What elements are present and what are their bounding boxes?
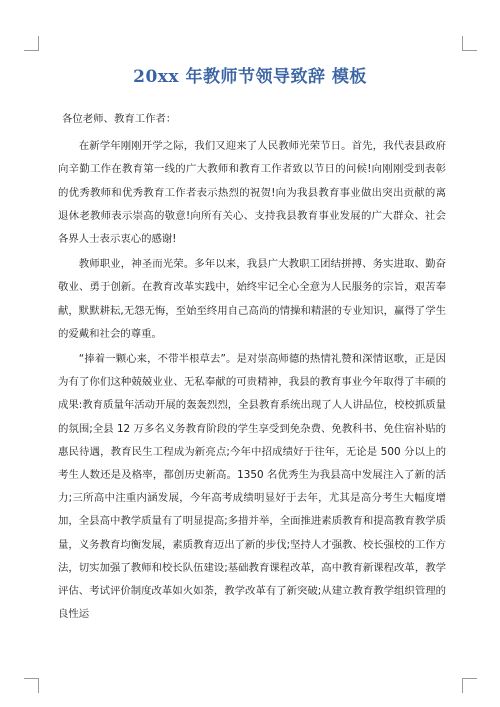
crop-mark-bottom-right	[462, 678, 477, 693]
greeting-line: 各位老师、教育工作者：	[62, 113, 177, 125]
paragraph: 在新学年刚刚开学之际，我们又迎来了人民教师光荣节日。首先，我代表县政府向辛勤工作在教育第一线的广大教师和教育工作者致以节日的问候!向刚刚受到表彰的优秀教师和优秀教育工作者表示热烈的祝贺!向为我县教育事业做出突出贡献的离退休老教师表示崇高的敬意!向所有关心、支持我县教育事业发展的广大群众、社会各界人士表示衷心的感谢!	[58, 140, 446, 246]
paragraph: “捧着一颗心来，不带半根草去”。是对崇高师德的热情礼赞和深情讴歌，正是因为有了你们这种兢兢业业、无私奉献的可贵精神，我县的教育事业今年取得了丰硕的成果:教育质量年活动开展的轰轰烈烈，全县教育系统出现了人人讲品位，校校抓质量的氛围;全县 12 万多名义务教育阶段的学生享受到免杂费、免教科书、免住宿补贴的惠民待遇，教育民生工程成为新亮点;今年中招成绩好于往年，无论是 500 分以上的考生人数还是及格率，都创历史新高。1350 名优秀生为我县高中发展注入了新的活力;三所高中注重内涵发展，今年高考成绩明显好于去年，尤其是高分考生大幅度增加，全县高中教学质量有了明显提高;多措并举，全面推进素质教育和提高教育教学质量，义务教育均衡发展，素质教育迈出了新的步伐;坚持人才强教、校长强校的工作方法，切实加强了教师和校长队伍建设;基础教育课程改革，高中教育新课程改革，教学评估、考试评价制度改革如火如荼，教学改革有了新突破;从建立教育教学组织管理的良性运	[58, 353, 446, 621]
paragraph: 教师职业，神圣而光荣。多年以来，我县广大教职工团结拼搏、务实进取、勤奋敬业、勇于创新。在教育改革实践中，始终牢记全心全意为人民服务的宗旨，艰苦奉献，默默耕耘,无怨无悔，至始至终用自己高尚的情操和精湛的专业知识，赢得了学生的爱戴和社会的尊重。	[58, 258, 446, 340]
crop-mark-bottom-left	[24, 678, 39, 693]
crop-mark-top-left	[24, 36, 39, 51]
document-title: 20xx 年教师节领导致辞 模板	[133, 67, 367, 87]
document-body	[58, 108, 446, 628]
crop-mark-top-right	[462, 36, 477, 51]
